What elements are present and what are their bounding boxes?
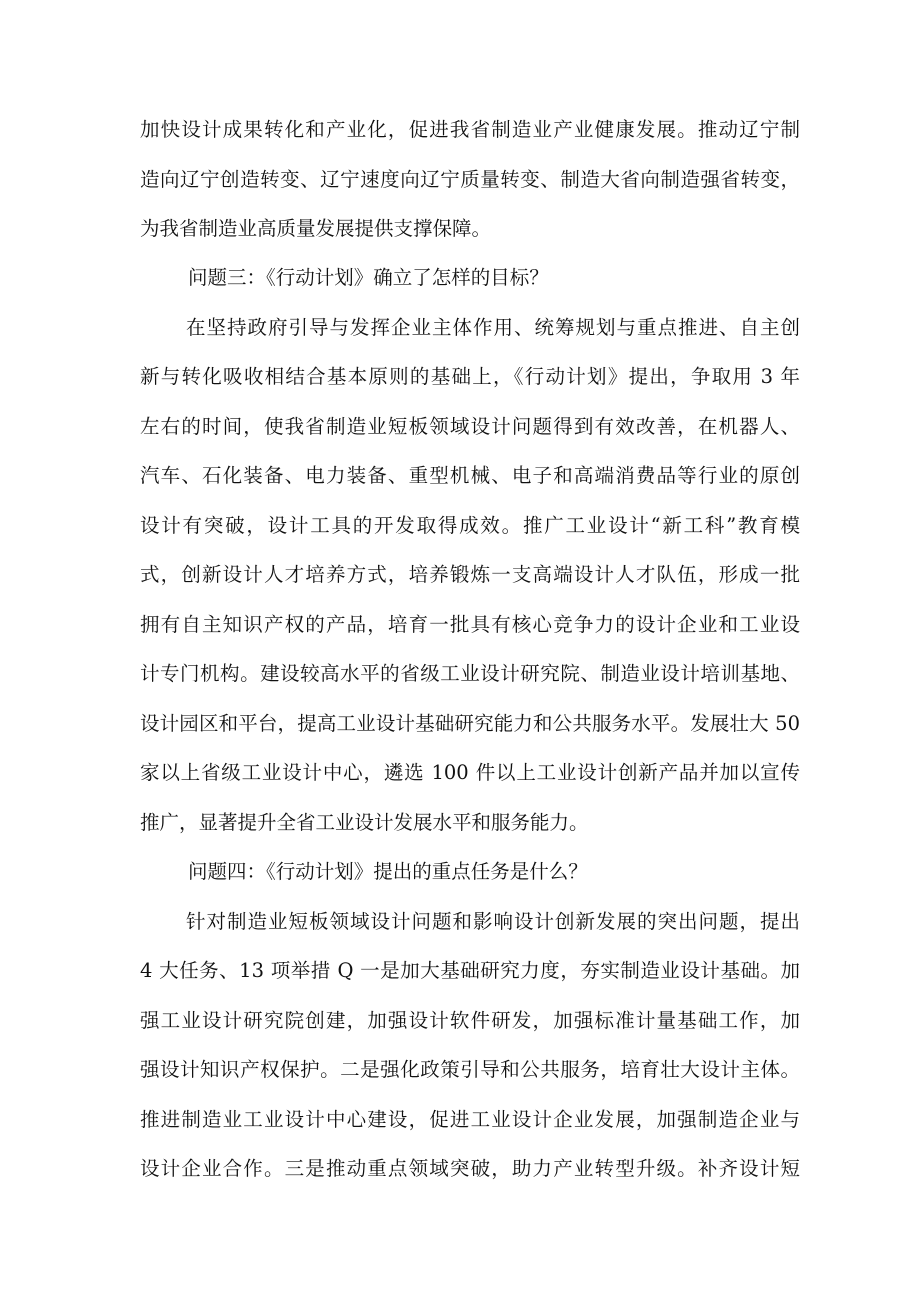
paragraph-line: 拥有自主知识产权的产品，培育一批具有核心竞争力的设计企业和工业设	[140, 613, 800, 636]
paragraph-line: 计专门机构。建设较高水平的省级工业设计研究院、制造业设计培训基地、	[140, 662, 800, 685]
paragraph-line: 针对制造业短板领域设计问题和影响设计创新发展的突出问题，提出	[186, 910, 800, 933]
paragraph-line: 新与转化吸收相结合基本原则的基础上，《行动计划》提出，争取用 3 年	[140, 365, 800, 388]
paragraph-line: 设计园区和平台，提高工业设计基础研究能力和公共服务水平。发展壮大 50	[140, 712, 800, 735]
paragraph-line: 强设计知识产权保护。二是强化政策引导和公共服务，培育壮大设计主体。	[140, 1058, 800, 1081]
paragraph-line: 设计有突破，设计工具的开发取得成效。推广工业设计“新工科”教育模	[140, 514, 800, 537]
paragraph-line: 汽车、石化装备、电力装备、重型机械、电子和高端消费品等行业的原创	[140, 464, 800, 487]
paragraph-line: 加快设计成果转化和产业化，促进我省制造业产业健康发展。推动辽宁制	[140, 118, 800, 141]
section-heading-question-3: 问题三：《行动计划》确立了怎样的目标？	[188, 266, 549, 289]
paragraph-line: 左右的时间，使我省制造业短板领域设计问题得到有效改善，在机器人、	[140, 415, 800, 438]
paragraph-line: 为我省制造业高质量发展提供支撑保障。	[140, 217, 492, 240]
paragraph-line: 造向辽宁创造转变、辽宁速度向辽宁质量转变、制造大省向制造强省转变，	[140, 168, 800, 191]
paragraph-line: 强工业设计研究院创建，加强设计软件研发，加强标准计量基础工作，加	[140, 1009, 800, 1032]
section-heading-question-4: 问题四：《行动计划》提出的重点任务是什么？	[188, 860, 588, 883]
paragraph-line: 4 大任务、13 项举措 Q 一是加大基础研究力度，夯实制造业设计基础。加	[140, 959, 800, 982]
paragraph-line: 家以上省级工业设计中心，遴选 100 件以上工业设计创新产品并加以宣传	[140, 761, 800, 784]
paragraph-line: 式，创新设计人才培养方式，培养锻炼一支高端设计人才队伍，形成一批	[140, 563, 800, 586]
paragraph-line: 推广，显著提升全省工业设计发展水平和服务能力。	[140, 811, 589, 834]
paragraph-line: 在坚持政府引导与发挥企业主体作用、统筹规划与重点推进、自主创	[186, 316, 800, 339]
paragraph-line: 设计企业合作。三是推动重点领域突破，助力产业转型升级。补齐设计短	[140, 1157, 800, 1180]
paragraph-line: 推进制造业工业设计中心建设，促进工业设计企业发展，加强制造企业与	[140, 1108, 800, 1131]
